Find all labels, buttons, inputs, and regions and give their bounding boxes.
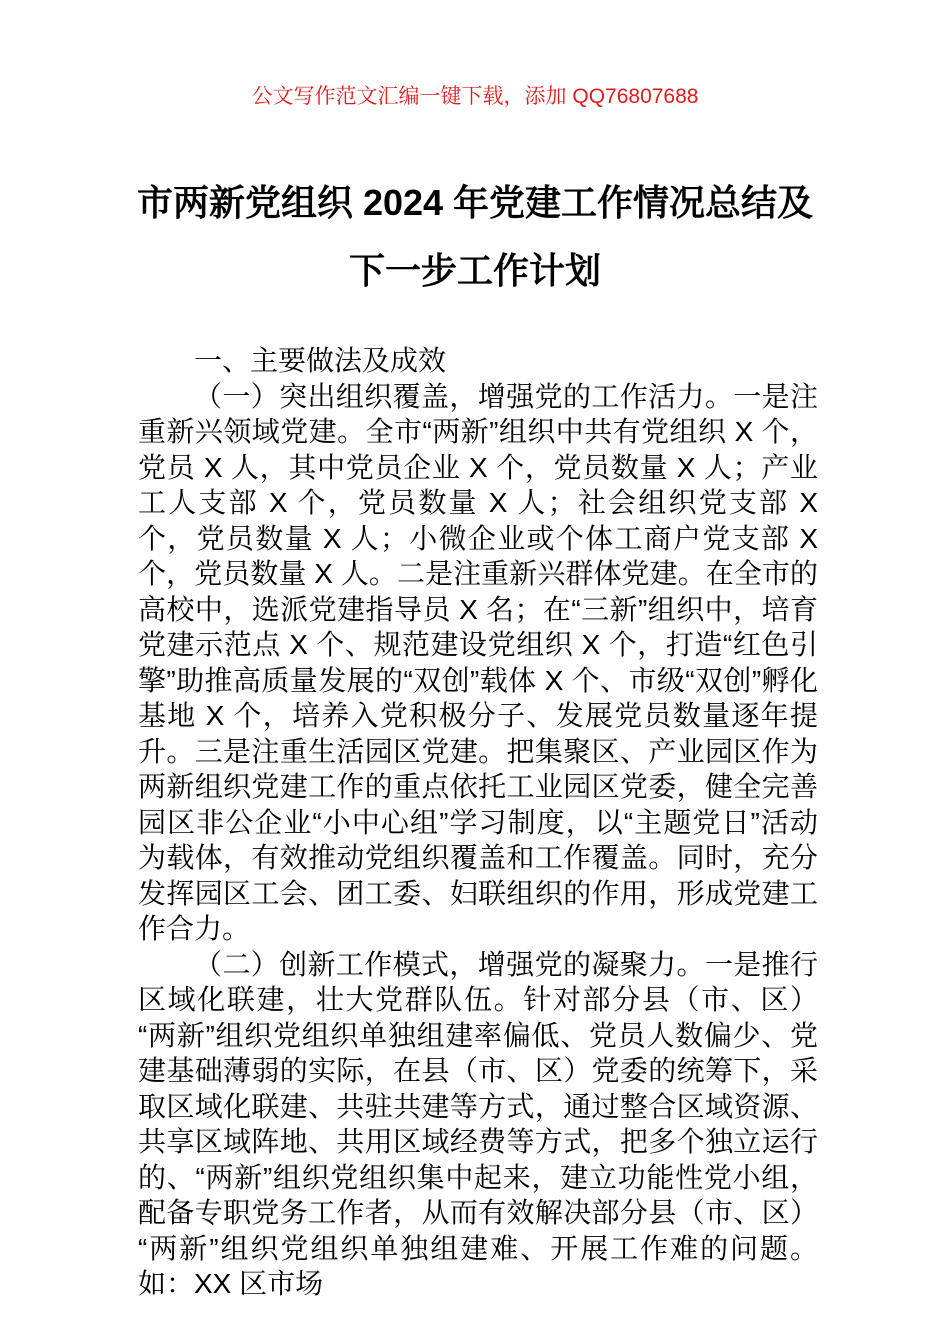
title-line-2: 下一步工作计划 — [348, 250, 601, 291]
paragraph-organization-coverage: （一）突出组织覆盖，增强党的工作活力。一是注重新兴领域党建。全市“两新”组织中共有党组织 X 个，党员 X 人，其中党员企业 X 个，党员数量 X 人；产业工人支部 X 个，党员数量 X 人；社会组织党支部 X 个，党员数量 X 人；小微企业或个体工商户党支部 X 个，党员数量 X 人。二是注重新兴群体党建。在全市的高校中，选派党建指导员 X 名；在“三新”组织中，培育党建示范点 X 个、规范建设党组织 X 个，打造“红色引擎”助推高质量发展的“双创”载体 X 个、市级“双创”孵化基地 X 个，培养入党积极分子、发展党员数量逐年提升。三是注重生活园区党建。把集聚区、产业园区作为两新组织党建工作的重点依托工业园区党委，健全完善园区非公企业“小中心组”学习制度，以“主题党日”活动为载体，有效推动党组织覆盖和工作覆盖。同时，充分发挥园区工会、团工委、妇联组织的作用，形成党建工作合力。 — [138, 380, 818, 944]
promo-banner-text: 公文写作范文汇编一键下载，添加 QQ76807688 — [251, 85, 699, 108]
title-line-1: 市两新党组织 2024 年党建工作情况总结及 — [136, 182, 814, 223]
document-body — [138, 343, 818, 1302]
document-title — [45, 169, 905, 305]
paragraph-work-model-innovation: （二）创新工作模式，增强党的凝聚力。一是推行区域化联建，壮大党群队伍。针对部分县（市、区）“两新”组织党组织单独组建率偏低、党员人数偏少、党建基础薄弱的实际，在县（市、区）党委的统筹下，采取区域化联建、共驻共建等方式，通过整合区域资源、共享区域阵地、共用区域经费等方式，把多个独立运行的、“两新”组织党组织集中起来，建立功能性党小组，配备专职党务工作者，从而有效解决部分县（市、区）“两新”组织党组织单独组建难、开展工作难的问题。如：XX 区市场 — [138, 948, 818, 1299]
section-heading: 一、主要做法及成效 — [194, 345, 447, 376]
